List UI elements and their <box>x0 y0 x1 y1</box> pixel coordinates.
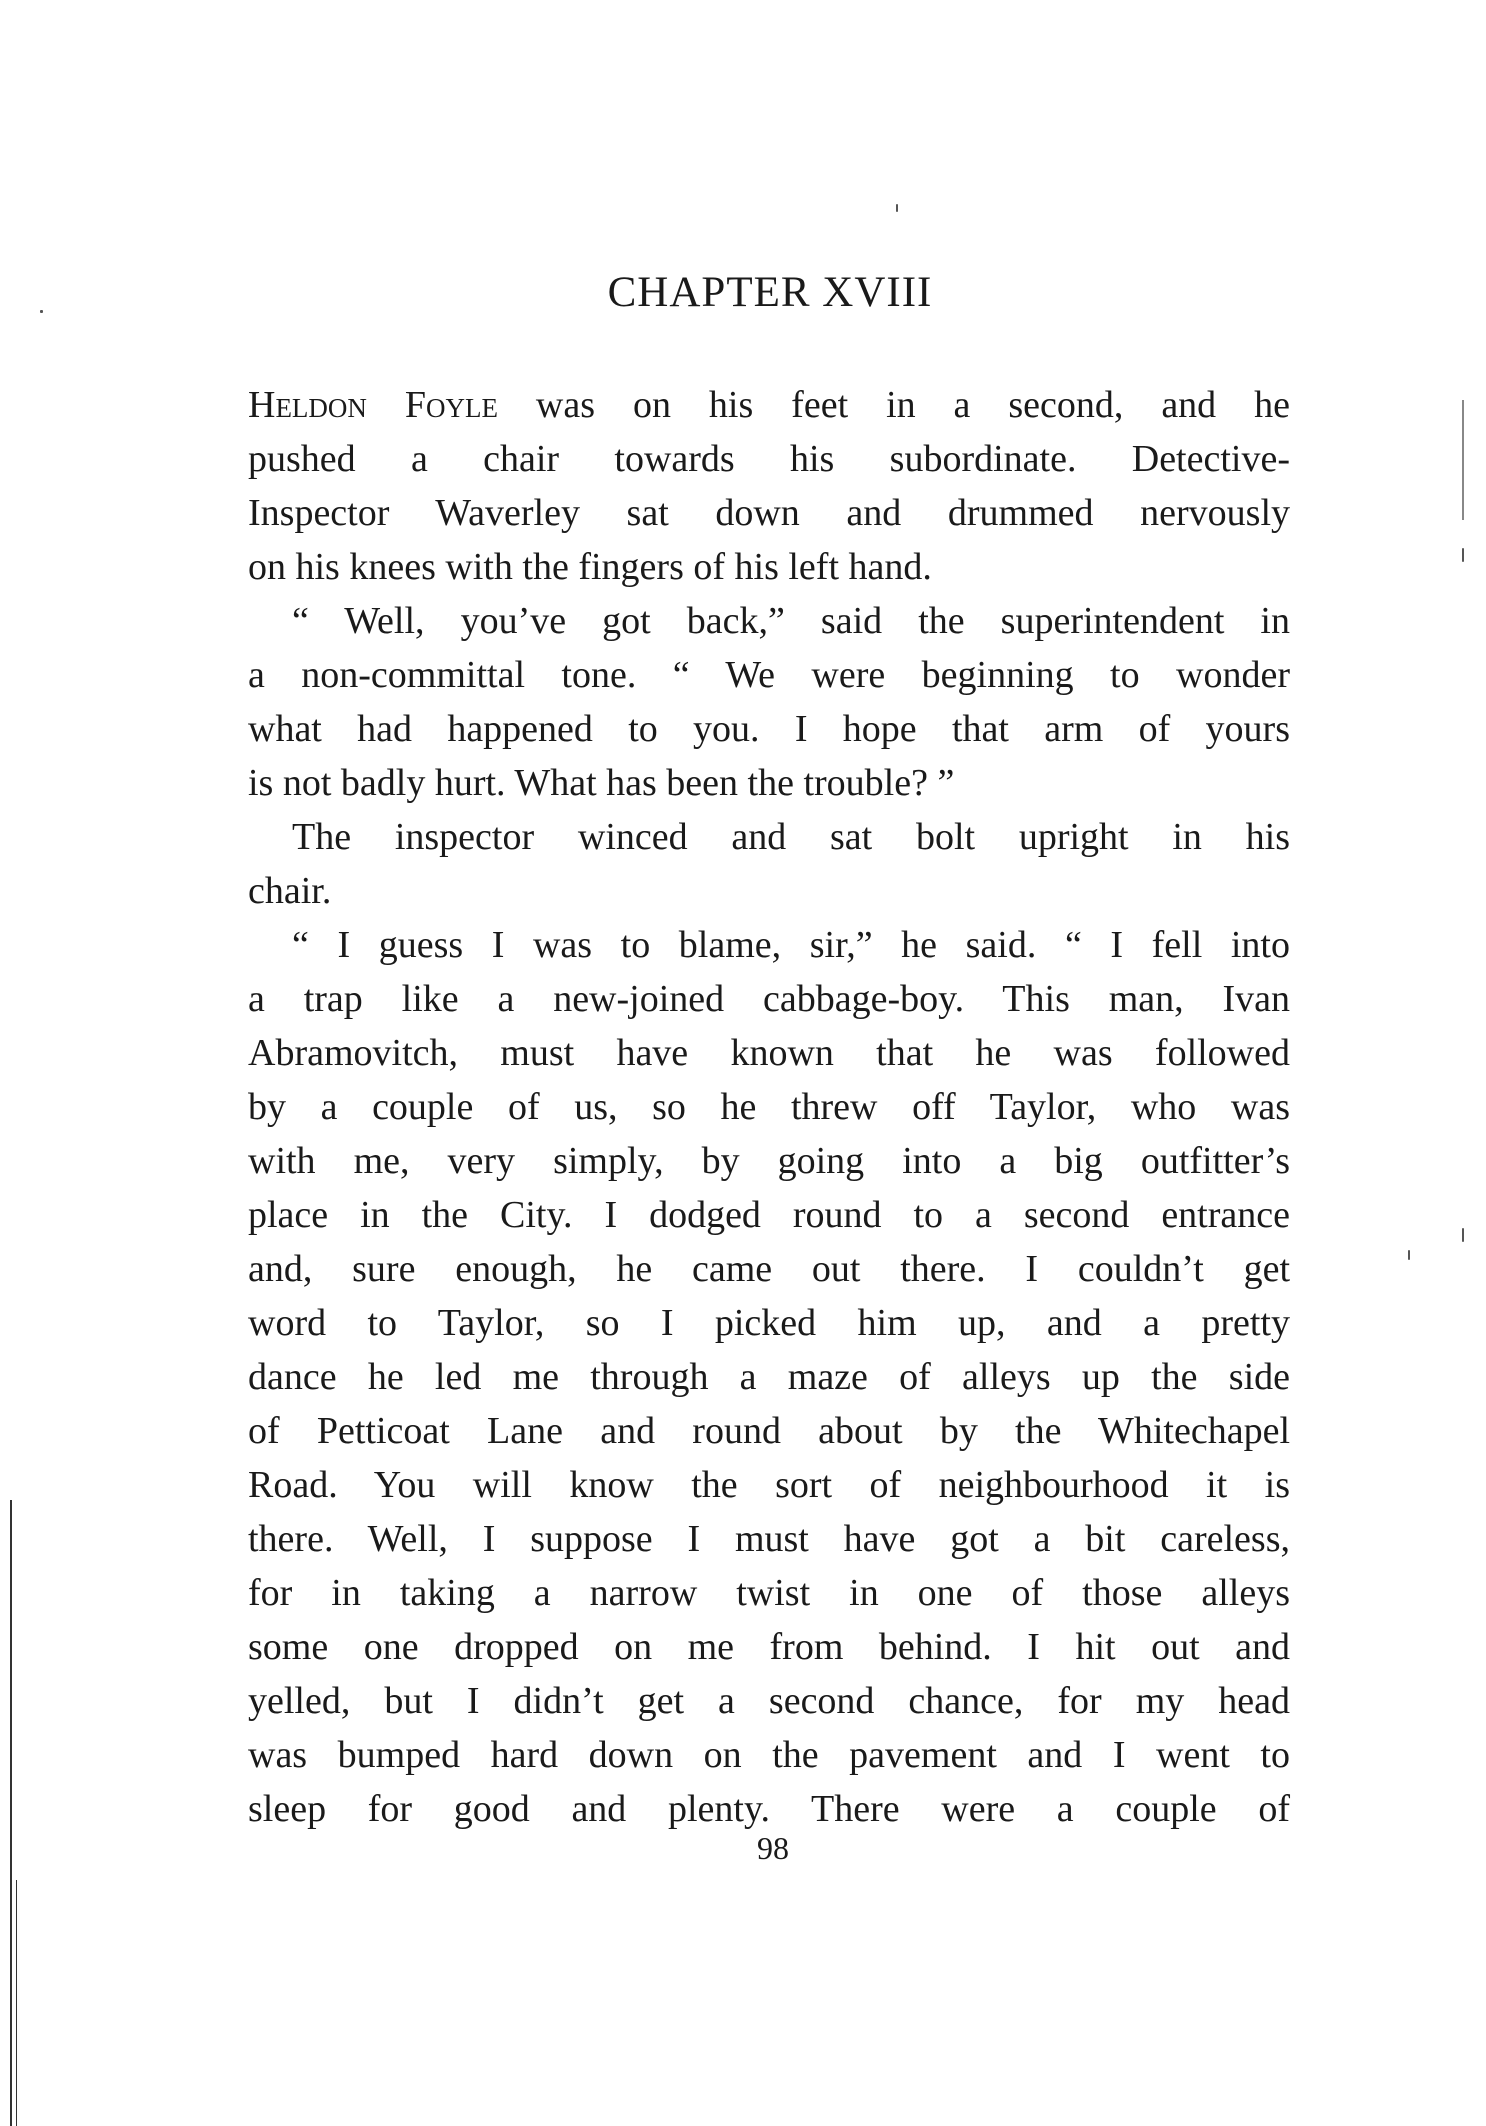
text-line: “ I guess I was to blame, sir,” he said. “ I fell into <box>292 924 1290 966</box>
text-line: of Petticoat Lane and round about by the Whitechapel <box>248 1410 1290 1452</box>
scan-speck <box>40 310 43 313</box>
text-line: a trap like a new-joined cabbage-boy. This man, Ivan <box>248 978 1290 1020</box>
page-number: 98 <box>757 1830 789 1866</box>
text-line: there. Well, I suppose I must have got a bit careless, <box>248 1518 1290 1560</box>
text-line: sleep for good and plenty. There were a couple of <box>248 1788 1290 1830</box>
binding-edge-line <box>10 1500 12 2126</box>
text-line: The inspector winced and sat bolt upright in his <box>292 816 1290 858</box>
chapter-title: CHAPTER XVIII <box>607 269 933 316</box>
text-line: pushed a chair towards his subordinate. Detective- <box>248 438 1290 480</box>
line-text: was on his feet in a second, and he <box>498 384 1290 426</box>
text-line: chair. <box>248 870 332 912</box>
text-line: is not badly hurt. What has been the trouble? ” <box>248 762 955 804</box>
text-line <box>248 378 1290 432</box>
text-line: place in the City. I dodged round to a second entrance <box>248 1194 1290 1236</box>
text-line: “ Well, you’ve got back,” said the superintendent in <box>292 600 1290 642</box>
text-line: Abramovitch, must have known that he was followed <box>248 1032 1290 1074</box>
text-line: with me, very simply, by going into a big outfitter’s <box>248 1140 1290 1182</box>
small-caps-name: Foyle <box>404 384 498 426</box>
text-line: on his knees with the fingers of his left hand. <box>248 546 932 588</box>
scan-speck <box>1462 1228 1464 1242</box>
text-line: a non-committal tone. “ We were beginning to wonder <box>248 654 1290 696</box>
text-line: for in taking a narrow twist in one of those alleys <box>248 1572 1290 1614</box>
text-line: what had happened to you. I hope that arm of yours <box>248 708 1290 750</box>
text-line: by a couple of us, so he threw off Taylor, who was <box>248 1086 1290 1128</box>
text-line: and, sure enough, he came out there. I couldn’t get <box>248 1248 1290 1290</box>
body-text <box>248 378 1290 1836</box>
text-line: dance he led me through a maze of alleys up the side <box>248 1356 1290 1398</box>
text-line: some one dropped on me from behind. I hit out and <box>248 1626 1290 1668</box>
scan-speck <box>1408 1250 1410 1260</box>
scan-speck <box>1462 548 1464 562</box>
binding-edge-line <box>16 1880 17 2126</box>
text-line: Inspector Waverley sat down and drummed nervously <box>248 492 1290 534</box>
text-line: Road. You will know the sort of neighbourhood it is <box>248 1464 1290 1506</box>
text-line: yelled, but I didn’t get a second chance, for my head <box>248 1680 1290 1722</box>
small-caps-name: Heldon <box>248 384 367 426</box>
scan-speck <box>896 204 898 212</box>
margin-mark <box>1462 400 1464 520</box>
text-line: word to Taylor, so I picked him up, and a pretty <box>248 1302 1290 1344</box>
text-line: was bumped hard down on the pavement and I went to <box>248 1734 1290 1776</box>
